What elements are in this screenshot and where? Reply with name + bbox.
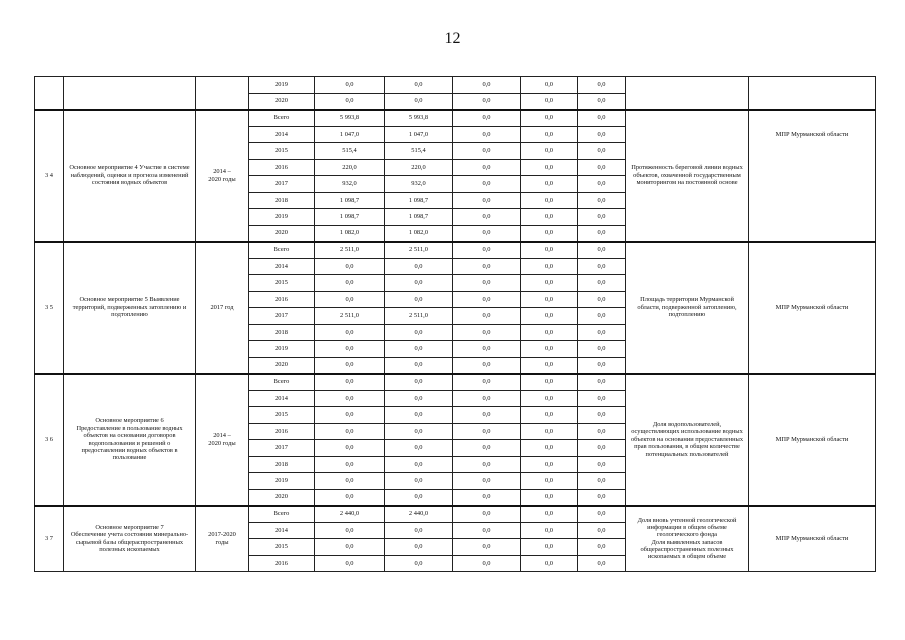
- indicator-cell: Доля вновь учтенной геологической информации в общем объеме геологического фонда Доля выявленных запасов общераспространенных полезных ископаемых в общем объеме: [626, 506, 749, 572]
- regional-budget-cell: 1 098,7: [385, 192, 453, 209]
- local-budget-cell: 0,0: [521, 291, 578, 308]
- year-cell: Всего: [249, 506, 315, 523]
- other-sources-cell: 0,0: [578, 159, 626, 176]
- local-budget-cell: 0,0: [521, 159, 578, 176]
- federal-budget-cell: 0,0: [453, 159, 521, 176]
- federal-budget-cell: 0,0: [453, 341, 521, 358]
- federal-budget-cell: 0,0: [453, 539, 521, 556]
- regional-budget-cell: 5 993,8: [385, 110, 453, 127]
- regional-budget-cell: 0,0: [385, 423, 453, 440]
- local-budget-cell: 0,0: [521, 473, 578, 490]
- local-budget-cell: 0,0: [521, 324, 578, 341]
- federal-budget-cell: 0,0: [453, 126, 521, 143]
- regional-budget-cell: 0,0: [385, 522, 453, 539]
- total-cell: 0,0: [315, 357, 385, 374]
- local-budget-cell: 0,0: [521, 374, 578, 391]
- total-cell: 0,0: [315, 407, 385, 424]
- other-sources-cell: 0,0: [578, 275, 626, 292]
- other-sources-cell: 0,0: [578, 522, 626, 539]
- regional-budget-cell: 1 047,0: [385, 126, 453, 143]
- federal-budget-cell: 0,0: [453, 77, 521, 94]
- table-row: [35, 506, 876, 523]
- other-sources-cell: 0,0: [578, 209, 626, 226]
- year-cell: 2020: [249, 93, 315, 110]
- measure-number-cell: 3 4: [35, 110, 64, 242]
- regional-budget-cell: 0,0: [385, 324, 453, 341]
- federal-budget-cell: 0,0: [453, 258, 521, 275]
- regional-budget-cell: 0,0: [385, 357, 453, 374]
- federal-budget-cell: 0,0: [453, 489, 521, 506]
- local-budget-cell: 0,0: [521, 308, 578, 325]
- total-cell: 932,0: [315, 176, 385, 193]
- year-cell: 2017: [249, 440, 315, 457]
- measure-name-cell: Основное мероприятие 4 Участие в системе наблюдений, оценки и прогноза изменений состояния водных объектов: [64, 110, 196, 242]
- other-sources-cell: 0,0: [578, 242, 626, 259]
- total-cell: 515,4: [315, 143, 385, 160]
- executor-cell: МПР Мурманской области: [749, 506, 876, 572]
- federal-budget-cell: 0,0: [453, 440, 521, 457]
- other-sources-cell: 0,0: [578, 341, 626, 358]
- measure-number-cell: 3 7: [35, 506, 64, 572]
- local-budget-cell: 0,0: [521, 275, 578, 292]
- local-budget-cell: 0,0: [521, 110, 578, 127]
- regional-budget-cell: 0,0: [385, 473, 453, 490]
- other-sources-cell: 0,0: [578, 291, 626, 308]
- regional-budget-cell: 0,0: [385, 555, 453, 572]
- year-cell: 2019: [249, 209, 315, 226]
- regional-budget-cell: 0,0: [385, 407, 453, 424]
- federal-budget-cell: 0,0: [453, 456, 521, 473]
- federal-budget-cell: 0,0: [453, 225, 521, 242]
- other-sources-cell: 0,0: [578, 407, 626, 424]
- federal-budget-cell: 0,0: [453, 423, 521, 440]
- total-cell: 2 511,0: [315, 308, 385, 325]
- local-budget-cell: 0,0: [521, 522, 578, 539]
- federal-budget-cell: 0,0: [453, 209, 521, 226]
- year-cell: 2019: [249, 473, 315, 490]
- total-cell: 1 082,0: [315, 225, 385, 242]
- regional-budget-cell: 0,0: [385, 390, 453, 407]
- total-cell: 0,0: [315, 324, 385, 341]
- local-budget-cell: 0,0: [521, 440, 578, 457]
- regional-budget-cell: 0,0: [385, 374, 453, 391]
- federal-budget-cell: 0,0: [453, 506, 521, 523]
- regional-budget-cell: 0,0: [385, 275, 453, 292]
- year-cell: 2019: [249, 341, 315, 358]
- measure-name-cell: Основное мероприятие 7 Обеспечение учета состояния минерально-сырьевой базы общераспространенных полезных ископаемых: [64, 506, 196, 572]
- indicator-cell: Площадь территории Мурманской области, подверженной затоплению, подтоплению: [626, 242, 749, 374]
- total-cell: 2 511,0: [315, 242, 385, 259]
- total-cell: 0,0: [315, 341, 385, 358]
- local-budget-cell: 0,0: [521, 258, 578, 275]
- total-cell: 0,0: [315, 374, 385, 391]
- local-budget-cell: 0,0: [521, 242, 578, 259]
- year-cell: 2016: [249, 159, 315, 176]
- total-cell: 0,0: [315, 456, 385, 473]
- total-cell: 5 993,8: [315, 110, 385, 127]
- total-cell: 220,0: [315, 159, 385, 176]
- year-cell: 2020: [249, 357, 315, 374]
- total-cell: 0,0: [315, 390, 385, 407]
- total-cell: 0,0: [315, 522, 385, 539]
- total-cell: 1 098,7: [315, 209, 385, 226]
- federal-budget-cell: 0,0: [453, 176, 521, 193]
- regional-budget-cell: 0,0: [385, 539, 453, 556]
- other-sources-cell: 0,0: [578, 390, 626, 407]
- measure-name-cell: Основное мероприятие 6 Предоставление в пользование водных объектов на основании договоров водопользования и решений о предоставлении водных объектов в пользование: [64, 374, 196, 506]
- other-sources-cell: 0,0: [578, 423, 626, 440]
- year-cell: 2018: [249, 192, 315, 209]
- total-cell: 0,0: [315, 258, 385, 275]
- year-cell: 2018: [249, 324, 315, 341]
- year-cell: Всего: [249, 242, 315, 259]
- total-cell: 0,0: [315, 440, 385, 457]
- federal-budget-cell: 0,0: [453, 390, 521, 407]
- local-budget-cell: 0,0: [521, 407, 578, 424]
- page-number: 12: [444, 30, 461, 47]
- federal-budget-cell: 0,0: [453, 308, 521, 325]
- local-budget-cell: 0,0: [521, 126, 578, 143]
- table-row: [35, 110, 876, 127]
- year-cell: 2015: [249, 275, 315, 292]
- period-cell: 2014 – 2020 годы: [196, 110, 249, 242]
- total-cell: 0,0: [315, 423, 385, 440]
- measure-name-cell: Основное мероприятие 5 Выявление территорий, подверженных затоплению и подтоплению: [64, 242, 196, 374]
- year-cell: 2018: [249, 456, 315, 473]
- other-sources-cell: 0,0: [578, 555, 626, 572]
- regional-budget-cell: 0,0: [385, 93, 453, 110]
- table-row: [35, 374, 876, 391]
- federal-budget-cell: 0,0: [453, 324, 521, 341]
- year-cell: 2016: [249, 423, 315, 440]
- other-sources-cell: 0,0: [578, 110, 626, 127]
- table-row: [35, 242, 876, 259]
- total-cell: 0,0: [315, 77, 385, 94]
- local-budget-cell: 0,0: [521, 77, 578, 94]
- other-sources-cell: 0,0: [578, 308, 626, 325]
- year-cell: 2016: [249, 291, 315, 308]
- regional-budget-cell: 1 082,0: [385, 225, 453, 242]
- other-sources-cell: 0,0: [578, 539, 626, 556]
- period-cell: 2017-2020 годы: [196, 506, 249, 572]
- federal-budget-cell: 0,0: [453, 110, 521, 127]
- year-cell: 2014: [249, 390, 315, 407]
- local-budget-cell: 0,0: [521, 456, 578, 473]
- local-budget-cell: 0,0: [521, 93, 578, 110]
- period-cell: 2017 год: [196, 242, 249, 374]
- year-cell: 2019: [249, 77, 315, 94]
- executor-cell: МПР Мурманской области: [749, 374, 876, 506]
- total-cell: 0,0: [315, 291, 385, 308]
- regional-budget-cell: 2 511,0: [385, 242, 453, 259]
- federal-budget-cell: 0,0: [453, 242, 521, 259]
- regional-budget-cell: 0,0: [385, 341, 453, 358]
- measure-name-cell: [64, 77, 196, 110]
- total-cell: 2 440,0: [315, 506, 385, 523]
- total-cell: 0,0: [315, 555, 385, 572]
- federal-budget-cell: 0,0: [453, 374, 521, 391]
- other-sources-cell: 0,0: [578, 126, 626, 143]
- year-cell: 2020: [249, 489, 315, 506]
- regional-budget-cell: 220,0: [385, 159, 453, 176]
- year-cell: 2015: [249, 407, 315, 424]
- other-sources-cell: 0,0: [578, 473, 626, 490]
- local-budget-cell: 0,0: [521, 143, 578, 160]
- year-cell: 2015: [249, 143, 315, 160]
- indicator-cell: Протяженность береговой линии водных объектов, охваченной государственным мониторингом на постоянной основе: [626, 110, 749, 242]
- other-sources-cell: 0,0: [578, 192, 626, 209]
- total-cell: 1 098,7: [315, 192, 385, 209]
- year-cell: Всего: [249, 110, 315, 127]
- year-cell: 2020: [249, 225, 315, 242]
- other-sources-cell: 0,0: [578, 93, 626, 110]
- federal-budget-cell: 0,0: [453, 555, 521, 572]
- measure-number-cell: 3 6: [35, 374, 64, 506]
- federal-budget-cell: 0,0: [453, 407, 521, 424]
- other-sources-cell: 0,0: [578, 456, 626, 473]
- indicator-cell: [626, 77, 749, 110]
- other-sources-cell: 0,0: [578, 357, 626, 374]
- local-budget-cell: 0,0: [521, 506, 578, 523]
- federal-budget-cell: 0,0: [453, 275, 521, 292]
- year-cell: 2014: [249, 258, 315, 275]
- year-cell: 2014: [249, 126, 315, 143]
- federal-budget-cell: 0,0: [453, 473, 521, 490]
- other-sources-cell: 0,0: [578, 324, 626, 341]
- total-cell: 0,0: [315, 489, 385, 506]
- regional-budget-cell: 0,0: [385, 489, 453, 506]
- local-budget-cell: 0,0: [521, 423, 578, 440]
- total-cell: 0,0: [315, 473, 385, 490]
- year-cell: 2015: [249, 539, 315, 556]
- federal-budget-cell: 0,0: [453, 291, 521, 308]
- other-sources-cell: 0,0: [578, 176, 626, 193]
- other-sources-cell: 0,0: [578, 258, 626, 275]
- federal-budget-cell: 0,0: [453, 192, 521, 209]
- regional-budget-cell: 0,0: [385, 77, 453, 94]
- period-cell: [196, 77, 249, 110]
- total-cell: 0,0: [315, 275, 385, 292]
- local-budget-cell: 0,0: [521, 539, 578, 556]
- total-cell: 1 047,0: [315, 126, 385, 143]
- other-sources-cell: 0,0: [578, 143, 626, 160]
- table-row: [35, 77, 876, 94]
- regional-budget-cell: 0,0: [385, 291, 453, 308]
- regional-budget-cell: 1 098,7: [385, 209, 453, 226]
- other-sources-cell: 0,0: [578, 506, 626, 523]
- regional-budget-cell: 0,0: [385, 440, 453, 457]
- regional-budget-cell: 515,4: [385, 143, 453, 160]
- year-cell: 2017: [249, 308, 315, 325]
- local-budget-cell: 0,0: [521, 555, 578, 572]
- year-cell: 2014: [249, 522, 315, 539]
- regional-budget-cell: 932,0: [385, 176, 453, 193]
- local-budget-cell: 0,0: [521, 341, 578, 358]
- federal-budget-cell: 0,0: [453, 93, 521, 110]
- other-sources-cell: 0,0: [578, 489, 626, 506]
- measure-number-cell: 3 5: [35, 242, 64, 374]
- federal-budget-cell: 0,0: [453, 522, 521, 539]
- local-budget-cell: 0,0: [521, 209, 578, 226]
- year-cell: 2016: [249, 555, 315, 572]
- federal-budget-cell: 0,0: [453, 143, 521, 160]
- other-sources-cell: 0,0: [578, 225, 626, 242]
- other-sources-cell: 0,0: [578, 77, 626, 94]
- federal-budget-cell: 0,0: [453, 357, 521, 374]
- number-cell: [35, 77, 64, 110]
- regional-budget-cell: 2 511,0: [385, 308, 453, 325]
- executor-cell: МПР Мурманской области: [749, 110, 876, 242]
- indicator-cell: Доля водопользователей, осуществляющих использование водных объектов на основании предоставленных прав пользования, в общем количестве потенциальных пользователей: [626, 374, 749, 506]
- local-budget-cell: 0,0: [521, 390, 578, 407]
- local-budget-cell: 0,0: [521, 176, 578, 193]
- other-sources-cell: 0,0: [578, 374, 626, 391]
- regional-budget-cell: 0,0: [385, 258, 453, 275]
- local-budget-cell: 0,0: [521, 192, 578, 209]
- executor-cell: [749, 77, 876, 110]
- local-budget-cell: 0,0: [521, 357, 578, 374]
- local-budget-cell: 0,0: [521, 225, 578, 242]
- regional-budget-cell: 2 440,0: [385, 506, 453, 523]
- local-budget-cell: 0,0: [521, 489, 578, 506]
- other-sources-cell: 0,0: [578, 440, 626, 457]
- measures-budget-table: [34, 76, 876, 572]
- period-cell: 2014 – 2020 годы: [196, 374, 249, 506]
- year-cell: Всего: [249, 374, 315, 391]
- executor-cell: МПР Мурманской области: [749, 242, 876, 374]
- regional-budget-cell: 0,0: [385, 456, 453, 473]
- year-cell: 2017: [249, 176, 315, 193]
- total-cell: 0,0: [315, 539, 385, 556]
- total-cell: 0,0: [315, 93, 385, 110]
